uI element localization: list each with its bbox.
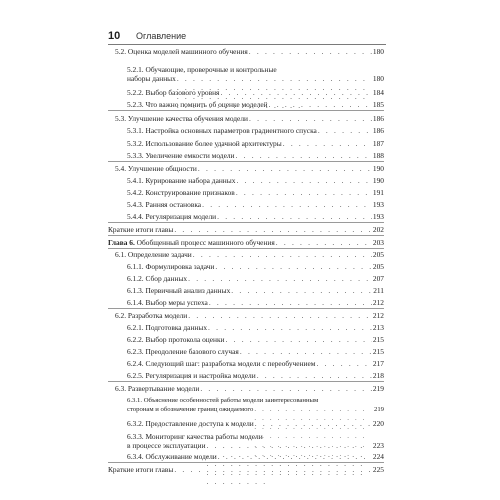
toc-entry-page: 180 (372, 74, 384, 83)
toc-entry-label: 5.3.2. Использование более удачной архитектуры (127, 139, 282, 148)
toc-entry-page: 224 (372, 452, 384, 461)
toc-entry[interactable] (115, 250, 384, 259)
toc-entry[interactable] (127, 359, 384, 368)
toc-entry[interactable] (127, 100, 384, 109)
toc-entry-label: Обобщенный процесс машинного обучения (136, 238, 275, 247)
toc-entry-label: 6.2.4. Следующий шаг: разработка модели с переобучением (127, 359, 316, 368)
divider (108, 462, 384, 463)
toc-entry-label: 5.2.1. Обучающие, проверочные и контрольные (127, 65, 277, 74)
toc-entry[interactable] (127, 188, 384, 197)
toc-entry[interactable] (115, 114, 384, 123)
toc-entry-label: 5.4.4. Регуляризация модели (127, 212, 217, 221)
toc-entry-page: 193 (372, 212, 384, 221)
toc-entry[interactable] (127, 452, 384, 461)
header-title: Оглавление (136, 31, 187, 41)
toc-entry-label: 5.3.1. Настройка основных параметров градиентного спуска (127, 126, 317, 135)
header-rule (108, 44, 386, 45)
toc-entry-label: 6.2.5. Регуляризация и настройка модели (127, 371, 256, 380)
toc-entry-label: 6.1.4. Выбор меры успеха (127, 298, 208, 307)
toc-entry-page: 213 (372, 323, 384, 332)
toc-entry[interactable] (127, 335, 384, 344)
toc-entry[interactable] (127, 139, 384, 148)
toc-entry-page: 185 (372, 100, 384, 109)
toc-entry-label: Краткие итоги главы (108, 465, 174, 474)
toc-entry-page: 203 (372, 238, 384, 247)
chapter-number: Глава 6. (108, 238, 135, 247)
toc-entry-page: 207 (372, 274, 384, 283)
toc-entry-label: 6.2.1. Подготовка данных (127, 323, 208, 332)
toc-entry[interactable] (127, 212, 384, 221)
toc-entry-page: 212 (372, 298, 384, 307)
toc-entry-page: 215 (372, 335, 384, 344)
toc-entry-label: 6.3.1. Объяснение особенностей работы модели заинтересованным (127, 397, 319, 404)
toc-entry-page: 223 (372, 441, 384, 450)
toc-entry-page: 191 (372, 188, 384, 197)
toc-entry-label: 6.1.2. Сбор данных (127, 274, 188, 283)
toc-entry-page: 211 (373, 286, 384, 295)
divider (108, 381, 384, 382)
divider (108, 235, 384, 236)
toc-entry-page: 190 (372, 176, 384, 185)
toc-entry[interactable] (127, 262, 384, 271)
toc-entry[interactable] (127, 371, 384, 380)
toc-entry-label: 6.1. Определение задачи (115, 250, 192, 259)
toc-entry-label: 6.2.3. Преодоление базового случая (127, 347, 239, 356)
toc-entry[interactable] (127, 151, 384, 160)
toc-entry-label: 6.2.2. Выбор протокола оценки (127, 335, 225, 344)
toc-entry-label-cont: наборы данных (127, 74, 176, 83)
toc-entry[interactable] (127, 126, 384, 135)
toc-entry-page: 215 (372, 347, 384, 356)
toc-entry-label: 6.3.3. Мониторинг качества работы модели (127, 432, 263, 441)
toc-entry-page: 205 (372, 250, 384, 259)
toc-entry-page: 180 (372, 47, 384, 56)
toc-entry-page: 219 (372, 384, 384, 393)
toc-entry[interactable] (127, 347, 384, 356)
toc-entry[interactable] (127, 286, 384, 295)
toc-entry-label-cont: сторонам и обозначение границ ожидаемого (127, 406, 254, 413)
toc-entry-page: 190 (372, 164, 384, 173)
toc-entry[interactable] (127, 88, 384, 97)
toc-entry-label: 6.2. Разработка модели (115, 311, 188, 320)
divider (108, 222, 384, 223)
toc-entry-label: 6.3.2. Предоставление доступа к модели (127, 419, 254, 428)
toc-entry-label-cont: в процессе эксплуатации (127, 441, 206, 450)
toc-entry-page: 187 (372, 139, 384, 148)
page-number: 10 (108, 30, 121, 42)
toc-entry-label: 6.3.4. Обслуживание модели (127, 452, 217, 461)
divider (108, 248, 384, 249)
toc-entry[interactable] (127, 298, 384, 307)
toc-entry-page: 205 (372, 262, 384, 271)
divider (108, 308, 384, 309)
divider (108, 110, 384, 111)
toc-entry-label: 5.4.3. Ранняя остановка (127, 200, 202, 209)
toc-entry-page: 217 (372, 359, 384, 368)
running-header (108, 30, 388, 44)
toc-entry[interactable] (127, 323, 384, 332)
toc-entry-page: 188 (372, 151, 384, 160)
toc-entry[interactable] (115, 47, 384, 56)
toc-entry-label: 5.2.2. Выбор базового уровня (127, 88, 220, 97)
toc-entry-label: 6.1.3. Первичный анализ данных (127, 286, 231, 295)
toc-entry-page: 218 (372, 371, 384, 380)
toc-entry-page: 193 (372, 200, 384, 209)
toc-entry-label: Краткие итоги главы (108, 225, 174, 234)
toc-entry-page: 184 (372, 88, 384, 97)
toc-entry[interactable] (127, 274, 384, 283)
toc-chapter-entry[interactable] (108, 238, 384, 247)
toc-entry[interactable] (127, 200, 384, 209)
toc-entry-label: 5.3. Улучшение качества обучения модели (115, 114, 248, 123)
toc-entry-label: 5.4.1. Курирование набора данных (127, 176, 236, 185)
toc-entry[interactable] (115, 311, 384, 320)
toc-entry[interactable] (127, 419, 384, 428)
toc-entry-page: 220 (372, 419, 384, 428)
toc-entry-page: 186 (372, 114, 384, 123)
toc-entry[interactable] (115, 164, 384, 173)
toc-entry-label: 5.3.3. Увеличение емкости модели (127, 151, 235, 160)
toc-entry-label: 6.1.1. Формулировка задачи (127, 262, 215, 271)
toc-entry-label: 5.4.2. Конструирование признаков (127, 188, 235, 197)
toc-entry[interactable] (108, 225, 384, 234)
toc-entry-page: 225 (372, 465, 384, 474)
toc-entry-page: 186 (372, 126, 384, 135)
toc-entry-label: 5.2. Оценка моделей машинного обучения (115, 47, 248, 56)
toc-entry-page: 202 (372, 225, 384, 234)
toc-entry-page: 212 (372, 311, 384, 320)
toc-entry-label: 5.4. Улучшение общности (115, 164, 197, 173)
toc-entry[interactable] (127, 176, 384, 185)
toc-entry[interactable] (108, 465, 384, 474)
toc-entry-label: 6.3. Развертывание модели (115, 384, 200, 393)
toc-entry[interactable] (115, 384, 384, 393)
toc-entry-page: 219 (373, 406, 384, 413)
toc-entry-label: 5.2.3. Что важно помнить об оценке моделей (127, 100, 268, 109)
divider (108, 161, 384, 162)
